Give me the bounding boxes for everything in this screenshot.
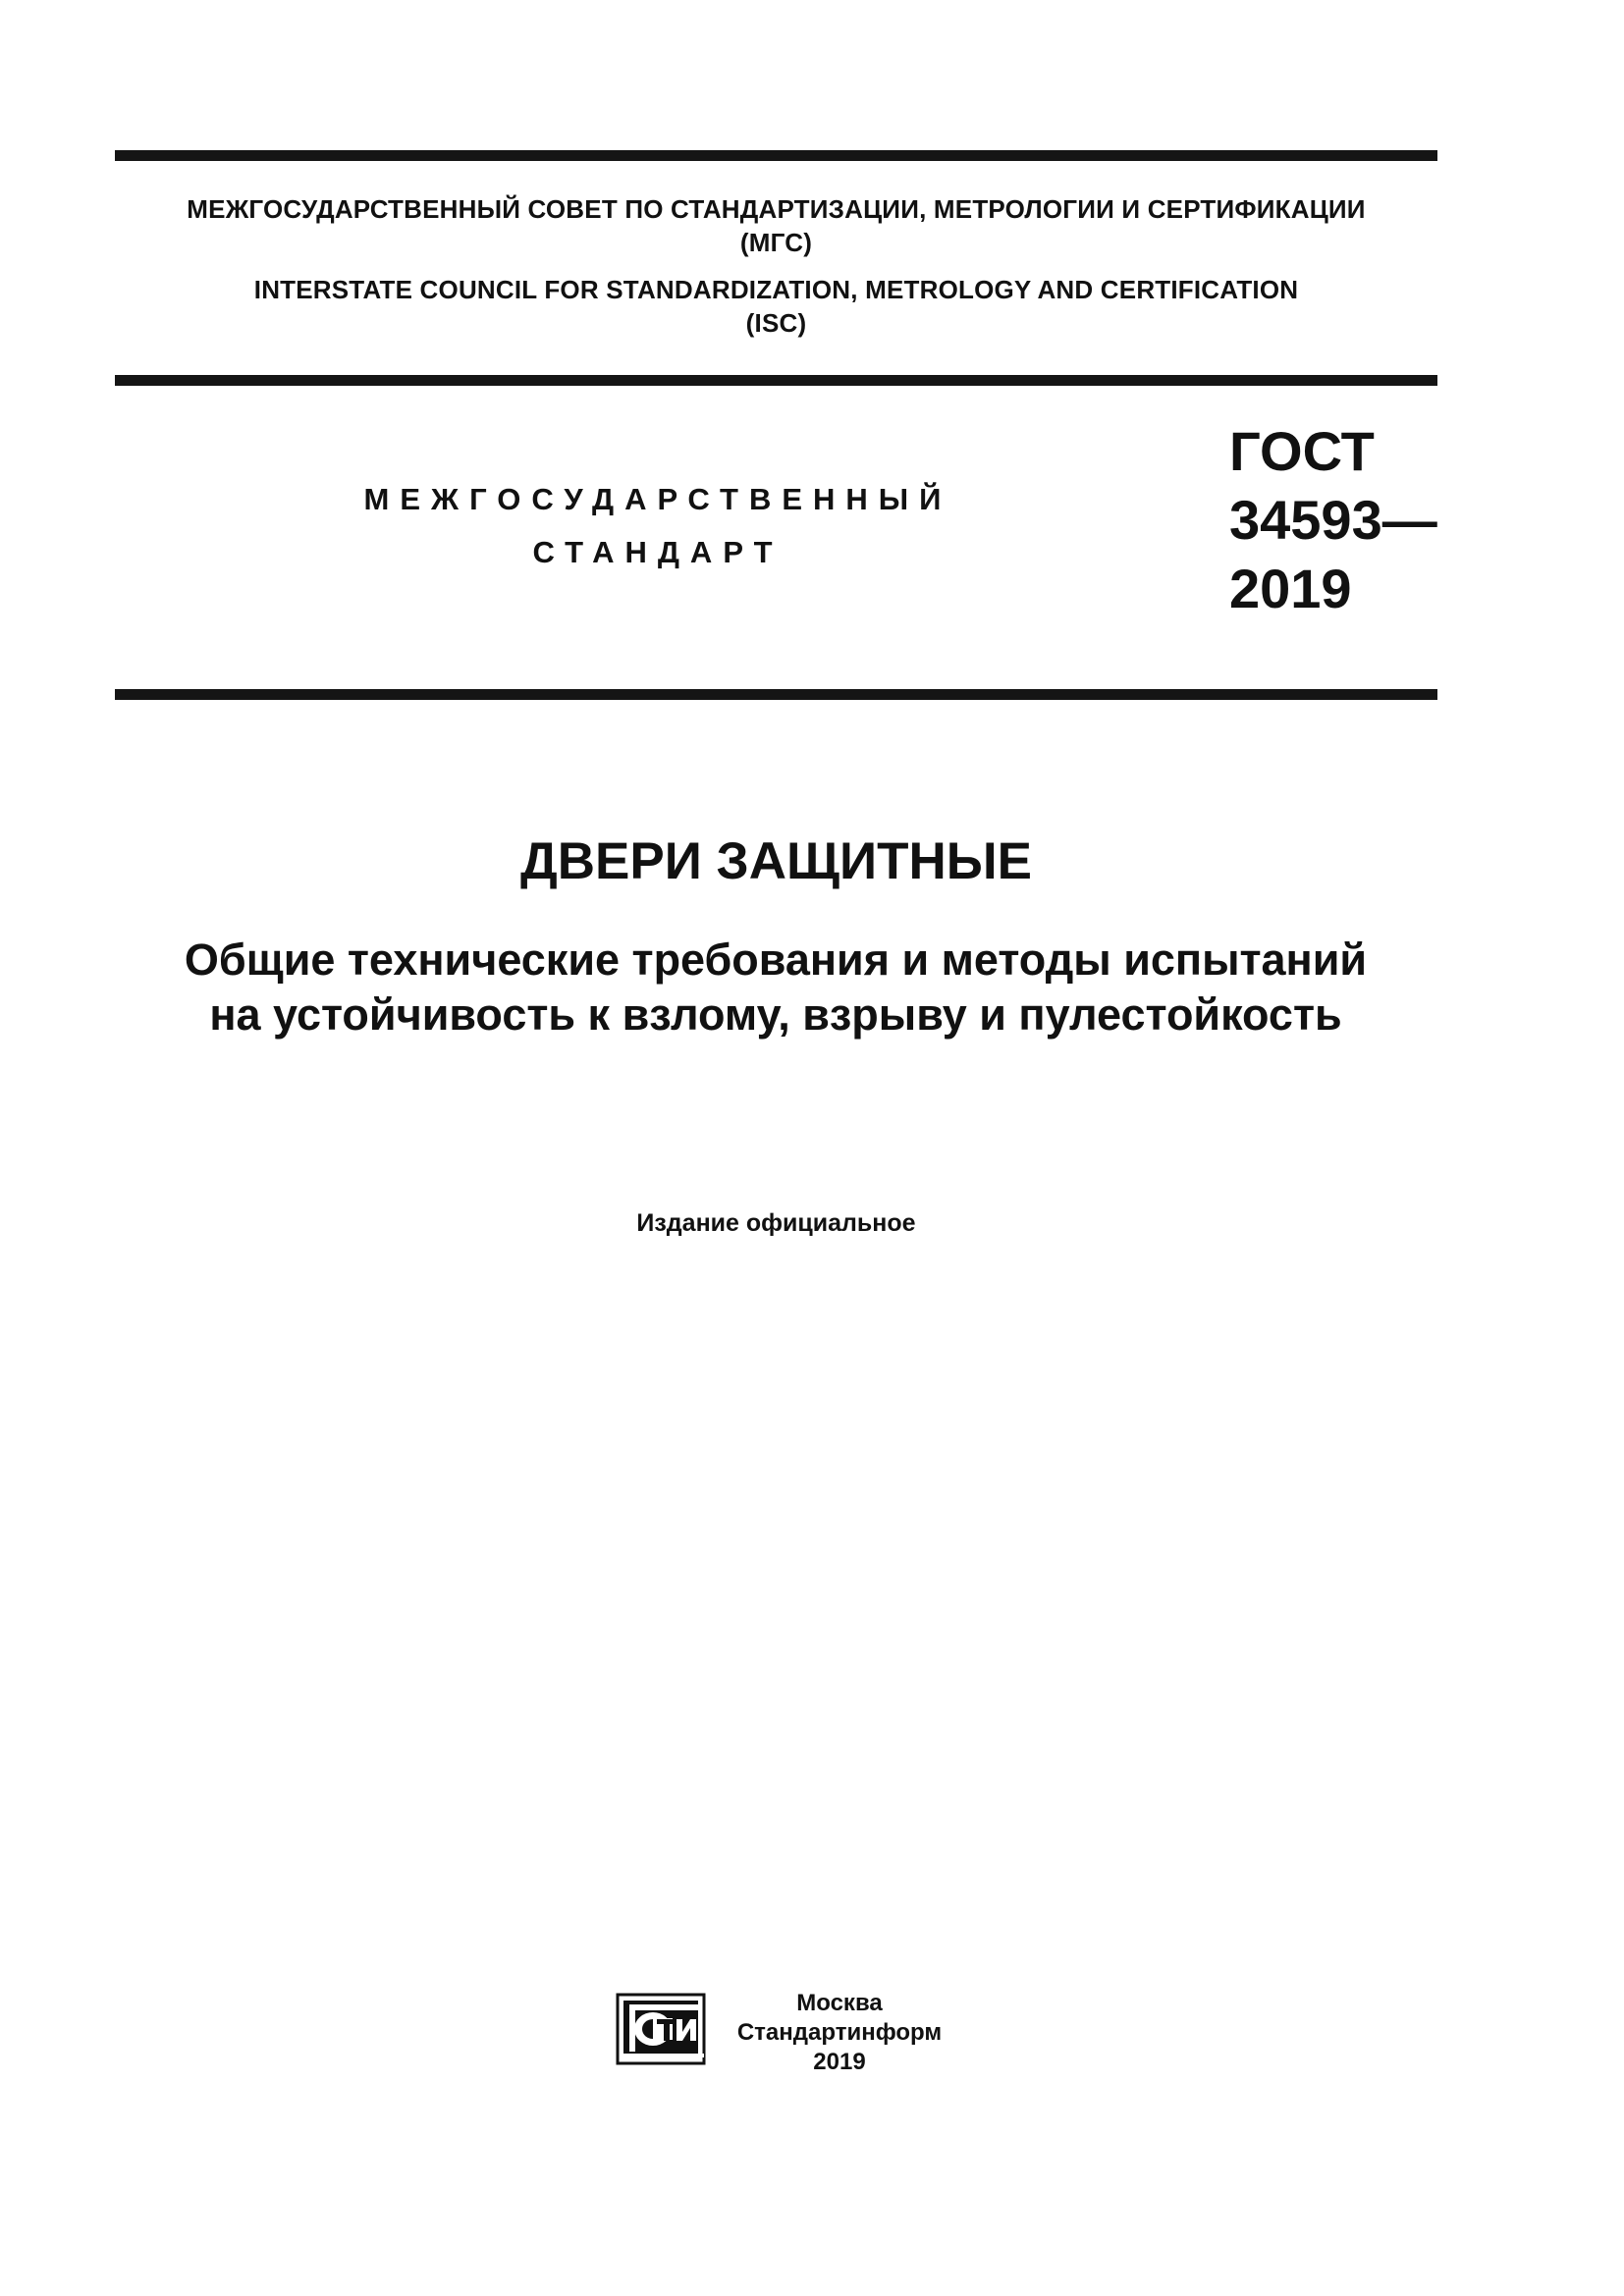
publisher-name: Стандартинформ	[736, 2019, 943, 2046]
document-title: ДВЕРИ ЗАЩИТНЫЕ	[519, 832, 1033, 890]
council-header	[115, 192, 1437, 340]
standard-kind-line1: МЕЖГОСУДАРСТВЕННЫЙ	[363, 482, 952, 516]
standard-kind-line2: СТАНДАРТ	[532, 535, 784, 569]
council-name-en: INTERSTATE COUNCIL FOR STANDARDIZATION, METROLOGY AND CERTIFICATION	[253, 275, 1299, 304]
gost-designation	[1229, 417, 1435, 623]
top-rule	[115, 150, 1437, 161]
subtitle-line1: Общие технические требования и методы испытаний	[184, 934, 1368, 985]
gost-year: 2019	[1229, 558, 1352, 619]
standartinform-logo-icon	[614, 1989, 710, 2067]
document-subtitle	[98, 933, 1453, 1042]
bottom-rule	[115, 689, 1437, 700]
council-abbr-ru: (МГС)	[739, 228, 813, 257]
publisher-year: 2019	[813, 2049, 866, 2075]
edition-note: Издание официальное	[636, 1209, 916, 1237]
gost-prefix: ГОСТ	[1229, 420, 1375, 482]
publisher-imprint	[717, 1989, 962, 2077]
gost-number: 34593—	[1229, 489, 1437, 551]
council-name-ru: МЕЖГОСУДАРСТВЕННЫЙ СОВЕТ ПО СТАНДАРТИЗАЦИИ, МЕТРОЛОГИИ И СЕРТИФИКАЦИИ	[187, 194, 1366, 224]
publisher-city: Москва	[796, 1990, 883, 2016]
subtitle-line2: на устойчивость к взлому, взрыву и пулестойкость	[209, 989, 1342, 1040]
standard-kind	[295, 473, 1021, 579]
middle-rule	[115, 375, 1437, 386]
council-abbr-en: (ISC)	[745, 308, 807, 338]
